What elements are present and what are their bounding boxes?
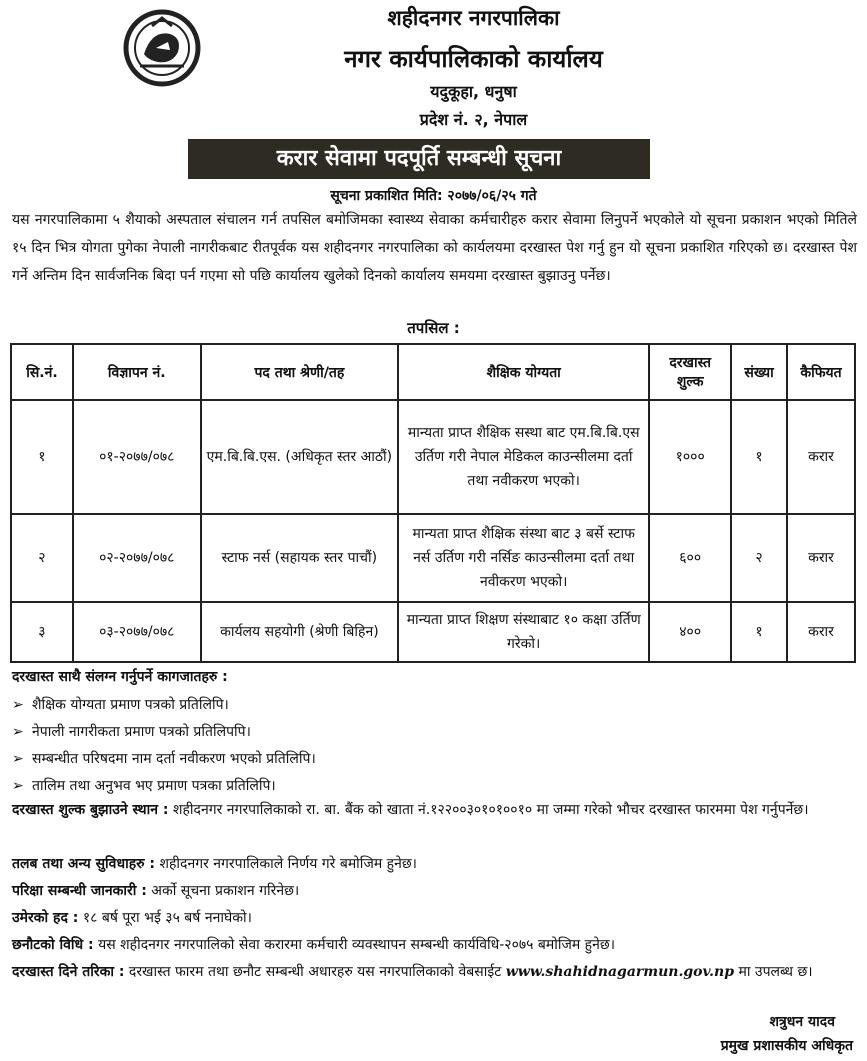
notice-title: करार सेवामा पदपूर्ति सम्बन्धी सूचना: [188, 139, 650, 179]
application-label: दरखास्त दिने तरिका :: [12, 964, 125, 980]
cell-sn: ३: [11, 602, 73, 662]
province: प्रदेश नं. २, नेपाल: [419, 110, 528, 129]
cell-remarks: करार: [787, 514, 855, 602]
exam-info: [12, 878, 857, 905]
salary-label: तलब तथा अन्य सुविधाहरु :: [12, 856, 155, 872]
documents-title: दरखास्त साथै संलग्न गर्नुपर्ने कागजातहरु :: [12, 669, 228, 685]
salary-info: [12, 851, 857, 878]
selection-label: छनौटको विधि :: [12, 937, 94, 953]
schedule-label: तपसिल :: [407, 319, 460, 337]
fee-deposit-label: दरखास्त शुल्क बुझाउने स्थान :: [12, 802, 169, 818]
cell-sn: २: [11, 514, 73, 602]
signatory-name: शत्रुधन यादव: [769, 1014, 835, 1030]
col-qualification: शैक्षिक योग्यता: [398, 344, 649, 400]
documents-list: [12, 692, 316, 800]
table-row: [11, 400, 855, 514]
arrow-bullet-icon: ➢: [12, 697, 24, 713]
exam-text: अर्को सूचना प्रकाशन गरिनेछ।: [151, 883, 300, 899]
office-name: नगर कार्यपालिकाको कार्यालय: [344, 45, 603, 73]
table-header-row: [11, 344, 855, 400]
list-item: [12, 719, 316, 746]
selection-text: यस शहीदनगर नगरपालिको सेवा करारमा कर्मचारी व्यवस्थापन सम्बन्धी कार्यविधि-२०७५ बमोजिम हुनेछ।: [98, 937, 616, 953]
cell-post: एम.बि.बि.एस. (अधिकृत स्तर आठौं): [201, 400, 398, 514]
document-item: तालिम तथा अनुभव भए प्रमाण पत्रका प्रतिलिपि।: [32, 778, 276, 794]
cell-fee: ६००: [649, 514, 731, 602]
application-suffix: मा उपलब्ध छ।: [738, 964, 813, 980]
intro-paragraph: यस नगरपालिकामा ५ शैयाको अस्पताल संचालन गर्न तपसिल बमोजिमका स्वास्थ्य सेवाका कर्मचारीहरु करार सेवामा लिनुपर्ने भएकोले यो सूचना प्रकाशन भएको मितिले १५ दिन भित्र योगता पुगेका नेपाली नागरीकबाट रीतपूर्वक यस शहीदनगर नगरपालिका को कार्यलयमा दरखास्त पेश गर्नु हुन यो सूचना प्रकाशित गरिएको छ। दरखास्त पेश गर्ने अन्तिम दिन सार्वजनिक बिदा पर्न गएमा सो पछि कार्यालय खुलेको दिनको कार्यालय समयमा दरखास्त बुझाउनु पर्नेछ।: [12, 212, 857, 284]
col-count: संख्या: [731, 344, 787, 400]
col-ad-no: विज्ञापन नं.: [73, 344, 201, 400]
website-link[interactable]: www.shahidnagarmun.gov.np: [505, 964, 735, 980]
cell-post: स्टाफ नर्स (सहायक स्तर पाचौं): [201, 514, 398, 602]
cell-count: १: [731, 400, 787, 514]
cell-ad-no: ०२-२०७७/०७८: [73, 514, 201, 602]
vacancy-table: [10, 343, 856, 663]
list-item: [12, 746, 316, 773]
exam-label: परिक्षा सम्बन्धी जानकारी :: [12, 883, 147, 899]
col-post: पद तथा श्रेणी/तह: [201, 344, 398, 400]
cell-qualification: मान्यता प्राप्त शैक्षिक सस्था बाट एम.बि.बि.एस उर्तिण गरी नेपाल मेडिकल काउन्सीलमा दर्ता तथा नवीकरण भएको।: [398, 400, 649, 514]
municipality-name: शहीदनगर नगरपालिका: [387, 6, 560, 30]
cell-remarks: करार: [787, 400, 855, 514]
cell-fee: १०००: [649, 400, 731, 514]
col-sn: सि.नं.: [11, 344, 73, 400]
list-item: [12, 692, 316, 719]
document-item: नेपाली नागरीकता प्रमाण पत्रको प्रतिलिपपि।: [32, 724, 251, 740]
office-location: यदुकूहा, धनुषा: [430, 82, 517, 101]
age-text: १८ बर्ष पूरा भई ३५ बर्ष ननाघेको।: [82, 910, 252, 926]
signatory-title: प्रमुख प्रशासकीय अधिकृत: [720, 1038, 853, 1054]
cell-count: २: [731, 514, 787, 602]
cell-remarks: करार: [787, 602, 855, 662]
age-label: उमेरको हद :: [12, 910, 79, 926]
application-text: दरखास्त फारम तथा छनौट सम्बन्धी अधारहरु यस नगरपालिकाको वेबसाईट: [128, 964, 502, 980]
published-date: सूचना प्रकाशित मिति: २०७७/०६/२५ गते: [330, 188, 537, 204]
application-info: [12, 959, 857, 986]
cell-qualification: मान्यता प्राप्त शिक्षण संस्थाबाट १० कक्षा उर्तिण गरेको।: [398, 602, 649, 662]
age-info: [12, 905, 857, 932]
fee-deposit-info: [12, 797, 857, 824]
cell-fee: ४००: [649, 602, 731, 662]
cell-qualification: मान्यता प्राप्त शैक्षिक संस्था बाट ३ बर्से स्टाफ नर्स उर्तिण गरी नर्सिङ काउन्सीलमा दर्ता तथा नवीकरण भएको।: [398, 514, 649, 602]
col-fee: दरखास्त शुल्क: [649, 344, 731, 400]
fee-deposit-text: शहीदनगर नगरपालिकाको रा. बा. बैंक को खाता नं.१२२००३०१०१००१० मा जम्मा गरेको भौचर दरखास्त फारममा पेश गर्नुपर्नेछ।: [172, 802, 809, 818]
table-row: [11, 602, 855, 662]
list-item: [12, 773, 316, 800]
col-remarks: कैफियत: [787, 344, 855, 400]
cell-ad-no: ०१-२०७७/०७८: [73, 400, 201, 514]
selection-info: [12, 932, 857, 959]
table-row: [11, 514, 855, 602]
cell-sn: १: [11, 400, 73, 514]
arrow-bullet-icon: ➢: [12, 778, 24, 794]
arrow-bullet-icon: ➢: [12, 751, 24, 767]
arrow-bullet-icon: ➢: [12, 724, 24, 740]
document-item: शैक्षिक योग्यता प्रमाण पत्रको प्रतिलिपि।: [32, 697, 229, 713]
cell-count: १: [731, 602, 787, 662]
cell-post: कार्यलय सहयोगी (श्रेणी बिहिन): [201, 602, 398, 662]
salary-text: शहीदनगर नगरपालिकाले निर्णय गरे बमोजिम हुनेछ।: [159, 856, 417, 872]
document-item: सम्बन्धीत परिषदमा नाम दर्ता नवीकरण भएको प्रतिलिपि।: [32, 751, 316, 767]
cell-ad-no: ०३-२०७७/०७८: [73, 602, 201, 662]
